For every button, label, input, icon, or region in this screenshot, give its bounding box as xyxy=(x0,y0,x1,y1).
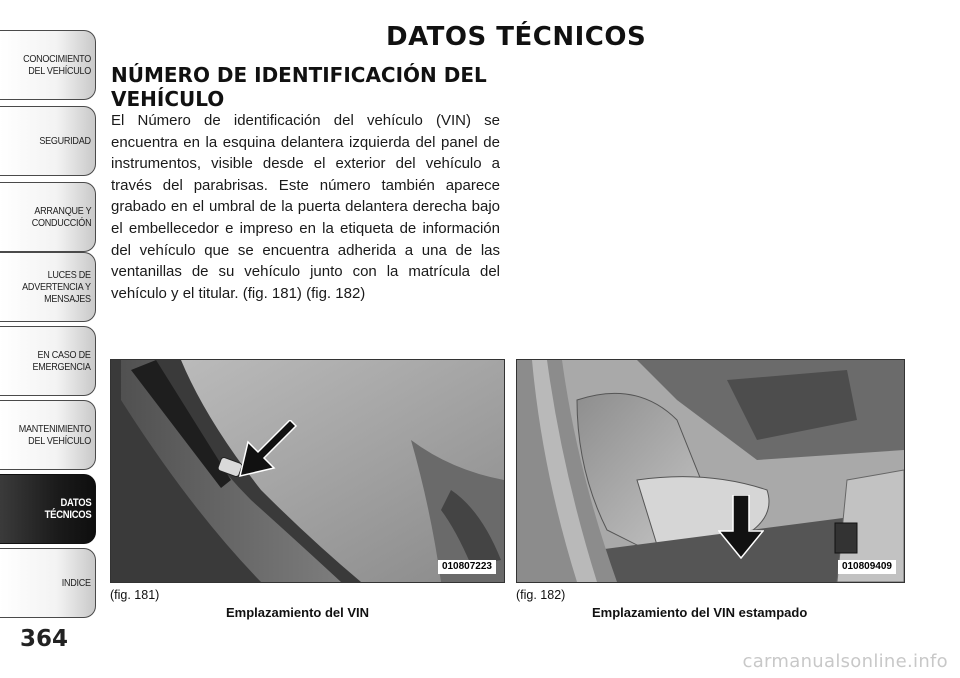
body-paragraph: El Número de identificación del vehículo (VIN) se encuentra en la esquina delantera izquierda del panel de instrumentos, visible desde el exterior del vehículo a través del parabrisas. Este número también aparece grabado en el umbral de la puerta delantera derecha bajo el embellecedor e impreso en la etiqueta de información del vehículo que se encuentra adherida a una de las ventanillas de su vehículo junto con la matrícula del vehículo y el titular. (fig. 181) (fig. 182) xyxy=(111,112,500,302)
tab-label: SEGURIDAD xyxy=(39,135,91,147)
tab-label: MANTENIMIENTO DEL VEHÍCULO xyxy=(18,423,91,447)
tab-luces-de-advertencia[interactable] xyxy=(0,252,96,322)
tab-label: DATOS TÉCNICOS xyxy=(44,497,91,521)
figure-ref-181: (fig. 181) xyxy=(110,588,160,602)
watermark: carmanualsonline.info xyxy=(742,651,948,672)
tab-indice[interactable] xyxy=(0,548,96,618)
tab-arranque-y-conduccion[interactable] xyxy=(0,182,96,252)
tab-label: ARRANQUE Y CONDUCCIÓN xyxy=(31,205,91,229)
figure-ref-182: (fig. 182) xyxy=(516,588,566,602)
section-title: DATOS TÉCNICOS xyxy=(386,22,647,52)
tab-label: EN CASO DE EMERGENCIA xyxy=(32,349,91,373)
door-sill-illustration xyxy=(517,360,904,582)
figure-code: 010807223 xyxy=(438,560,496,574)
arrow-down-icon xyxy=(718,495,764,559)
tab-label: CONOCIMIENTO DEL VEHÍCULO xyxy=(23,53,91,77)
figure-181-windshield xyxy=(110,359,505,583)
tab-seguridad[interactable] xyxy=(0,106,96,176)
tab-mantenimiento-del-vehiculo[interactable] xyxy=(0,400,96,470)
page-number: 364 xyxy=(20,626,69,652)
tab-en-caso-de-emergencia[interactable] xyxy=(0,326,96,396)
figure-code: 010809409 xyxy=(838,560,896,574)
subheading: NÚMERO DE IDENTIFICACIÓN DEL VEHÍCULO xyxy=(111,63,487,111)
figure-caption-182: Emplazamiento del VIN estampado xyxy=(592,605,808,620)
arrow-down-left-icon xyxy=(234,420,304,480)
figure-182-door-sill xyxy=(516,359,905,583)
windshield-illustration xyxy=(111,360,504,582)
tab-label: INDICE xyxy=(61,577,91,589)
figure-caption-181: Emplazamiento del VIN xyxy=(226,605,370,620)
tab-label: LUCES DE ADVERTENCIA Y MENSAJES xyxy=(22,269,91,305)
tab-conocimiento-del-vehiculo[interactable] xyxy=(0,30,96,100)
tab-datos-tecnicos[interactable] xyxy=(0,474,96,544)
